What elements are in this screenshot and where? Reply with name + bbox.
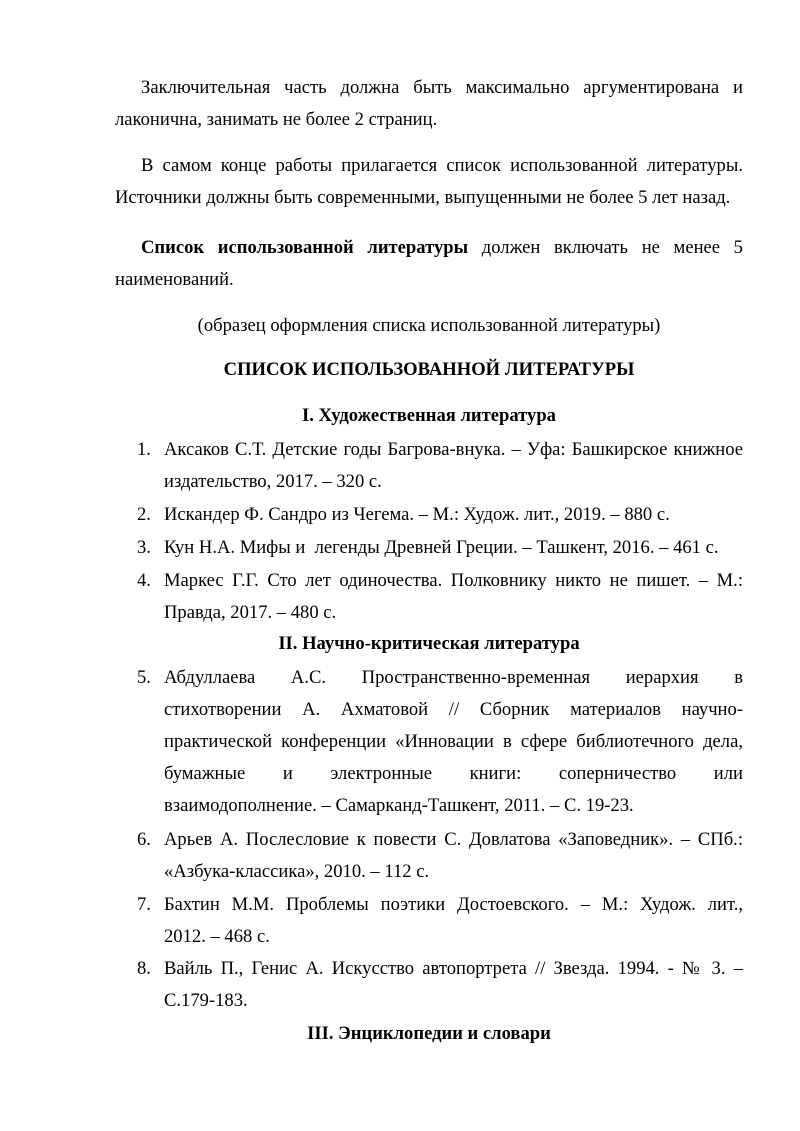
- paragraph-conclusion: [115, 72, 743, 136]
- paragraph-line: Заключительная часть должна быть максимально аргументирована и: [141, 77, 743, 98]
- list-item-line: Бахтин М.М. Проблемы поэтики Достоевского. – М.: Худож. лит.,: [164, 894, 743, 915]
- list-item-text: [164, 434, 743, 498]
- list-item-number: 2.: [137, 504, 151, 525]
- list-item-text: [164, 532, 743, 564]
- paragraph-line: В самом конце работы прилагается список использованной литературы.: [141, 155, 743, 176]
- paragraph-line: лаконична, занимать не более 2 страниц.: [115, 109, 438, 130]
- paragraph-text: должен включать не менее 5: [468, 237, 743, 258]
- section-heading: II. Научно-критическая литература: [278, 633, 580, 654]
- paragraph-bibliography-requirement: [115, 150, 743, 214]
- list-item-line: взаимодополнение. – Самарканд-Ташкент, 2011. – С. 19-23.: [164, 795, 634, 816]
- list-item-line: Правда, 2017. – 480 с.: [164, 602, 337, 623]
- list-item-number: 5.: [137, 667, 151, 688]
- list-item-line: Аксаков С.Т. Детские годы Багрова-внука. – Уфа: Башкирское книжное: [164, 439, 743, 460]
- list-item-number: 1.: [137, 439, 151, 460]
- list-item-line: Кун Н.А. Мифы и легенды Древней Греции. – Ташкент, 2016. – 461 с.: [164, 537, 719, 558]
- list-item-number: 4.: [137, 570, 151, 591]
- list-item-line: издательство, 2017. – 320 с.: [164, 471, 382, 492]
- section-heading: III. Энциклопедии и словари: [307, 1023, 551, 1044]
- list-item-line: Искандер Ф. Сандро из Чегема. – М.: Худож. лит., 2019. – 880 с.: [164, 504, 670, 525]
- list-item-line: С.179-183.: [164, 990, 248, 1011]
- section-heading: I. Художественная литература: [302, 405, 556, 426]
- bold-term: Список использованной литературы: [141, 237, 469, 258]
- list-item-number: 8.: [137, 958, 151, 979]
- sample-note: (образец оформления списка использованной литературы): [197, 315, 661, 336]
- list-item-text: [164, 499, 743, 531]
- list-item-number: 3.: [137, 537, 151, 558]
- list-item-line: «Азбука-классика», 2010. – 112 с.: [164, 861, 430, 882]
- list-item-line: стихотворении А. Ахматовой // Сборник материалов научно-: [164, 699, 743, 720]
- list-item-line: Маркес Г.Г. Сто лет одиночества. Полковнику никто не пишет. – М.:: [164, 570, 743, 591]
- list-item-line: Абдуллаева А.С. Пространственно-временная иерархия в: [164, 667, 743, 688]
- paragraph-bibliography-count: [115, 232, 743, 296]
- list-item-line: Арьев А. Послесловие к повести С. Довлатова «Заповедник». – СПб.:: [164, 829, 743, 850]
- list-item-number: 6.: [137, 829, 151, 850]
- bibliography-title: СПИСОК ИСПОЛЬЗОВАННОЙ ЛИТЕРАТУРЫ: [223, 359, 635, 380]
- paragraph-line: [115, 232, 743, 264]
- list-item-line: 2012. – 468 с.: [164, 926, 270, 947]
- list-item-number: 7.: [137, 894, 151, 915]
- list-item-text: [164, 565, 743, 629]
- list-item-text: [164, 889, 743, 953]
- list-item-line: бумажные и электронные книги: соперничество или: [164, 763, 743, 784]
- paragraph-line: Источники должны быть современными, выпущенными не более 5 лет назад.: [115, 187, 731, 208]
- list-item-text: [164, 824, 743, 888]
- list-item-line: практической конференции «Инновации в сфере библиотечного дела,: [164, 731, 743, 752]
- paragraph-line: наименований.: [115, 269, 234, 290]
- list-item-line: Вайль П., Генис А. Искусство автопортрета // Звезда. 1994. - № 3. –: [164, 958, 743, 979]
- list-item-text: [164, 953, 743, 1017]
- list-item-text: [164, 662, 743, 822]
